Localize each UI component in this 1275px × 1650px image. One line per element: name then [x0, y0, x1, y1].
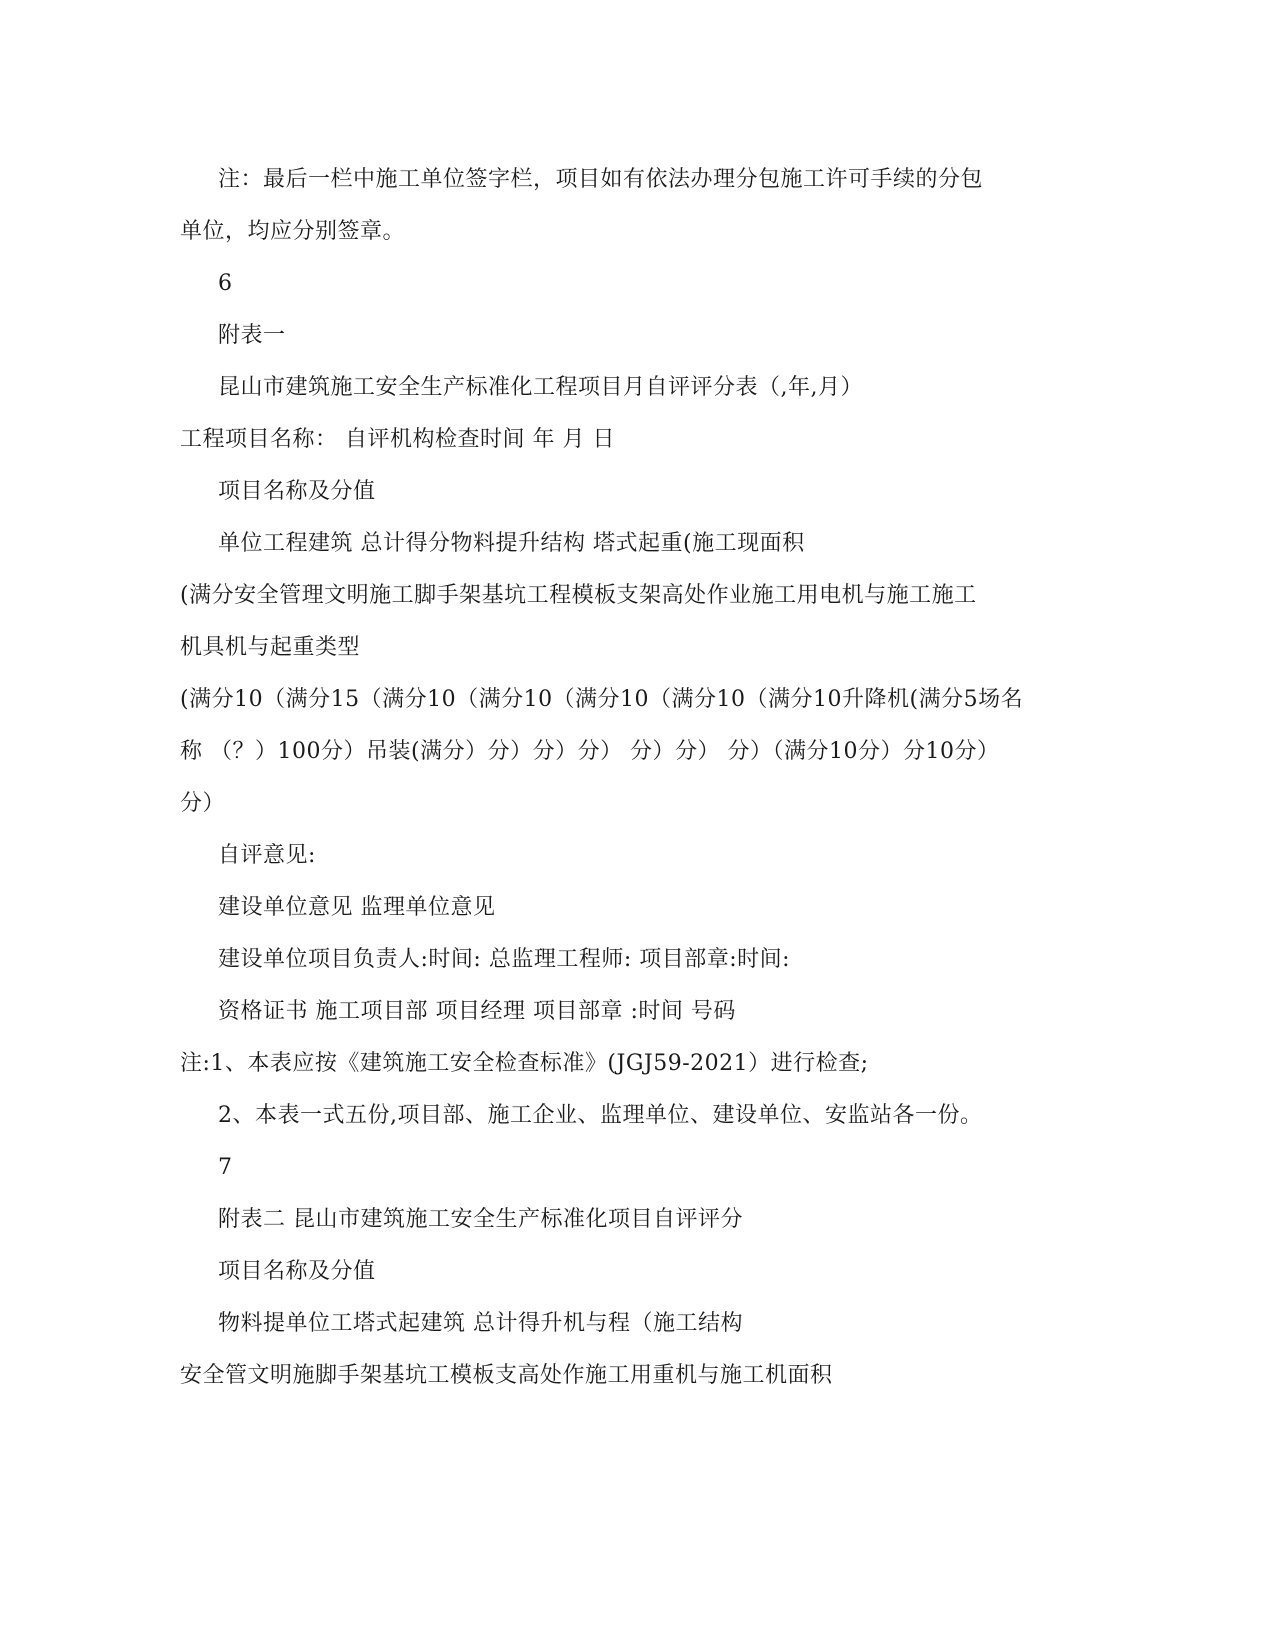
table-header-line-2: (满分安全管理文明施工脚手架基坑工程模板支架高处作业施工用电机与施工施工: [180, 583, 977, 608]
owner-supervisor-opinion: 建设单位意见 监理单位意见: [218, 895, 496, 920]
self-evaluation-opinion: 自评意见:: [218, 843, 316, 868]
appendix-1-title: 昆山市建筑施工安全生产标准化工程项目月自评评分表（,年,月）: [218, 375, 863, 400]
project-name-line: 工程项目名称： 自评机构检查时间 年 月 日: [180, 427, 615, 452]
note-copies-line: 2、本表一式五份,项目部、施工企业、监理单位、建设单位、安监站各一份。: [218, 1103, 983, 1128]
appendix-1-label: 附表一: [218, 323, 286, 348]
appendix-2-header-line-2: 安全管文明施脚手架基坑工模板支高处作施工用重机与施工机面积: [180, 1363, 833, 1388]
table-header-line-4: (满分10（满分15（满分10（满分10（满分10（满分10（满分10升降机(满分5场名: [180, 687, 1024, 712]
note-line-2: 单位，均应分别签章。: [180, 219, 406, 244]
certificate-line: 资格证书 施工项目部 项目经理 项目部章 :时间 号码: [218, 999, 736, 1024]
table-header-line-1: 单位工程建筑 总计得分物料提升结构 塔式起重(施工现面积: [218, 531, 805, 556]
table-header-line-6: 分）: [180, 791, 226, 816]
table-header-line-5: 称 （？）100分）吊装(满分）分）分）分） 分）分） 分）（满分10分）分10分）: [180, 739, 1000, 764]
page-number-6: 6: [218, 271, 233, 296]
table-header-line-3: 机具机与起重类型: [180, 635, 361, 660]
signature-line: 建设单位项目负责人:时间: 总监理工程师: 项目部章:时间:: [218, 947, 791, 972]
page-number-7: 7: [218, 1155, 233, 1180]
note-standard-line: 注:1、本表应按《建筑施工安全检查标准》(JGJ59-2021）进行检查;: [180, 1051, 869, 1076]
appendix-2-header-line-1: 物料提单位工塔式起建筑 总计得升机与程（施工结构: [218, 1311, 743, 1336]
note-line-1: 注：最后一栏中施工单位签字栏，项目如有依法办理分包施工许可手续的分包: [218, 167, 984, 192]
item-score-heading: 项目名称及分值: [218, 479, 376, 504]
appendix-2-title: 附表二 昆山市建筑施工安全生产标准化项目自评评分: [218, 1207, 743, 1232]
appendix-2-item-score-heading: 项目名称及分值: [218, 1259, 376, 1284]
